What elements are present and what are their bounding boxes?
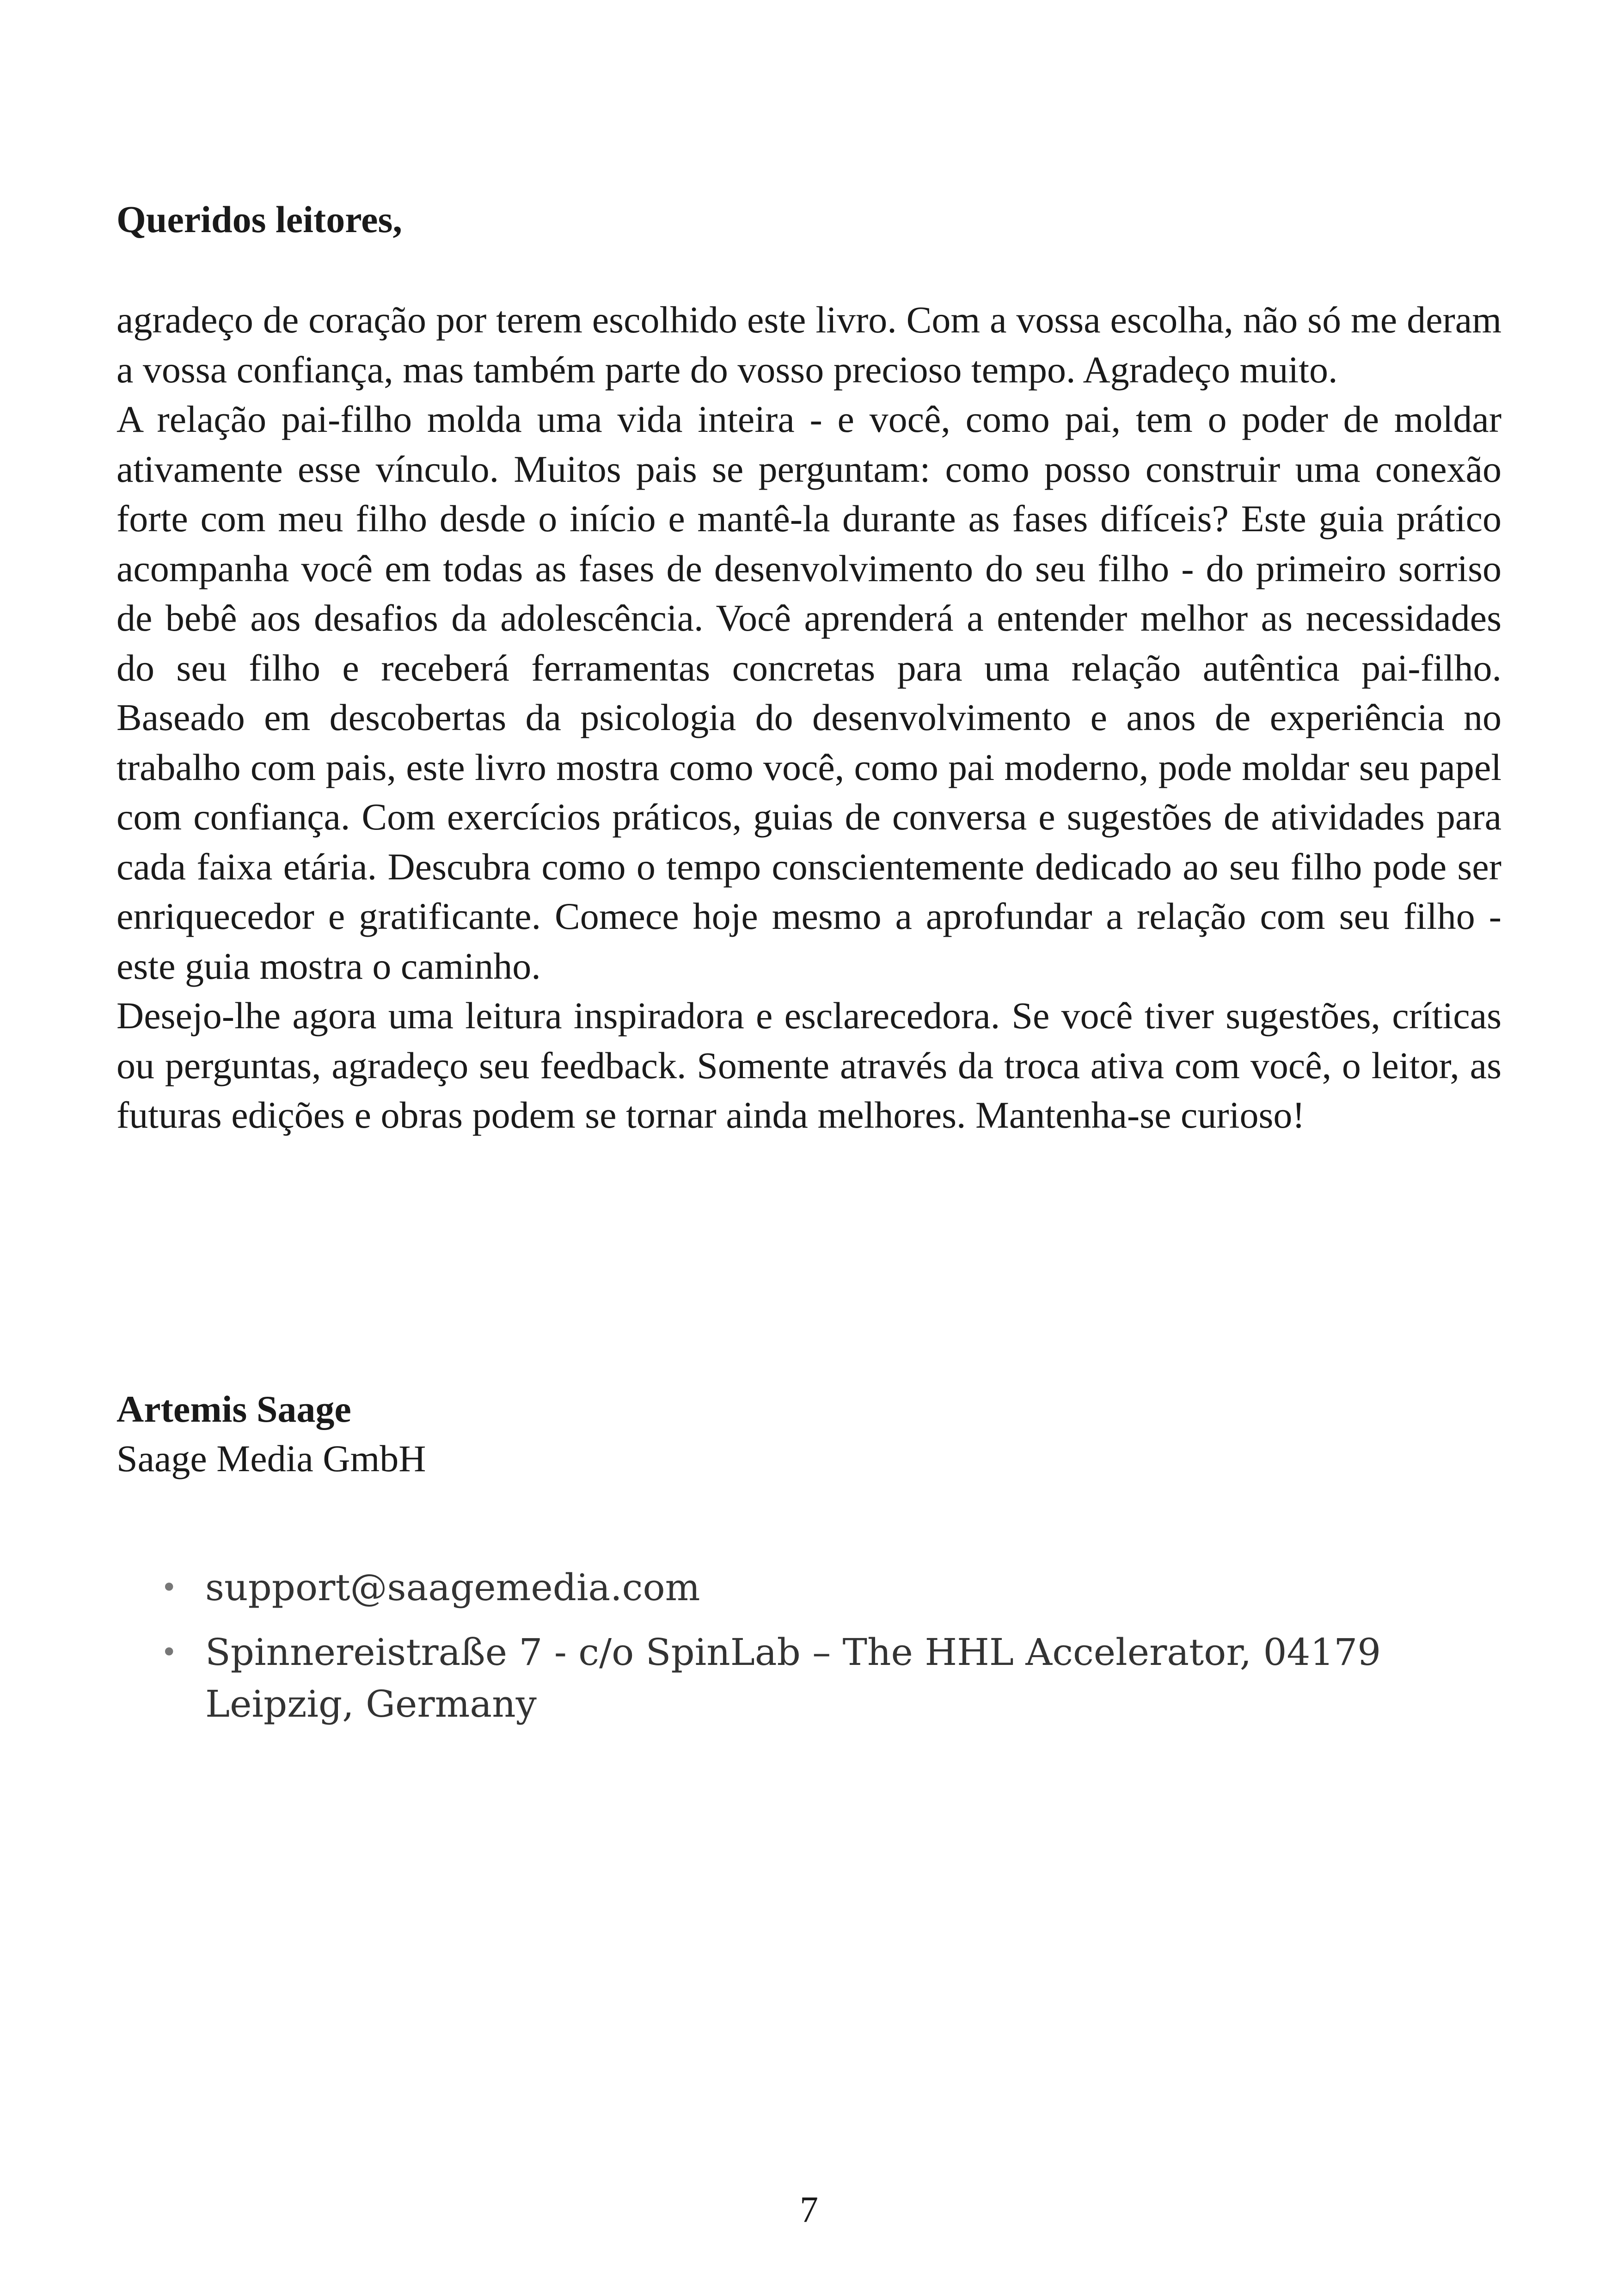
company-name: Saage Media GmbH <box>116 1437 426 1480</box>
contact-email-item <box>161 1562 1502 1614</box>
salutation-heading: Queridos leitores, <box>116 198 402 240</box>
page-number: 7 <box>800 2190 818 2230</box>
paragraph-book-description: A relação pai-filho molda uma vida inteira - e você, como pai, tem o poder de moldar ativamente esse vínculo. Muitos pais se perguntam: como posso construir uma conexão forte com meu filho desde o início e mantê-la durante as fases difíceis? Este guia prático acompanha você em todas as fases de desenvolvimento do seu filho - do primeiro sorriso de bebê aos desafios da adolescência. Você aprenderá a entender melhor as necessidades do seu filho e receberá ferramentas concretas para uma relação autêntica pai-filho. Baseado em descobertas da psicologia do desenvolvimento e anos de experiência no trabalho com pais, este livro mostra como você, como pai moderno, pode moldar seu papel com confiança. Com exercícios práticos, guias de conversa e sugestões de atividades para cada faixa etária. Descubra como o tempo conscientemente dedicado ao seu filho pode ser enriquecedor e gratificante. Comece hoje mesmo a aprofundar a relação com seu filho - este guia mostra o caminho. <box>116 398 1502 987</box>
letter-body <box>116 295 1502 1140</box>
author-name: Artemis Saage <box>116 1388 351 1430</box>
contact-list <box>161 1562 1502 1743</box>
paragraph-closing: Desejo-lhe agora uma leitura inspiradora e esclarecedora. Se você tiver sugestões, críticas ou perguntas, agradeço seu feedback. Somente através da troca ativa com você, o leitor, as futuras edições e obras podem se tornar ainda melhores. Mantenha-se curioso! <box>116 995 1502 1136</box>
bullet-icon: • <box>161 1636 178 1669</box>
contact-address-item <box>161 1627 1502 1730</box>
contact-address: Spinnereistraße 7 - c/o SpinLab – The HHL Accelerator, 04179 Leipzig, Germany <box>205 1631 1381 1725</box>
contact-email[interactable]: support@saagemedia.com <box>205 1566 700 1609</box>
bullet-icon: • <box>161 1572 178 1604</box>
document-page <box>116 0 1502 2296</box>
paragraph-thanks: agradeço de coração por terem escolhido este livro. Com a vossa escolha, não só me deram a vossa confiança, mas também parte do vosso precioso tempo. Agradeço muito. <box>116 299 1502 391</box>
signature-block <box>116 1384 426 1483</box>
